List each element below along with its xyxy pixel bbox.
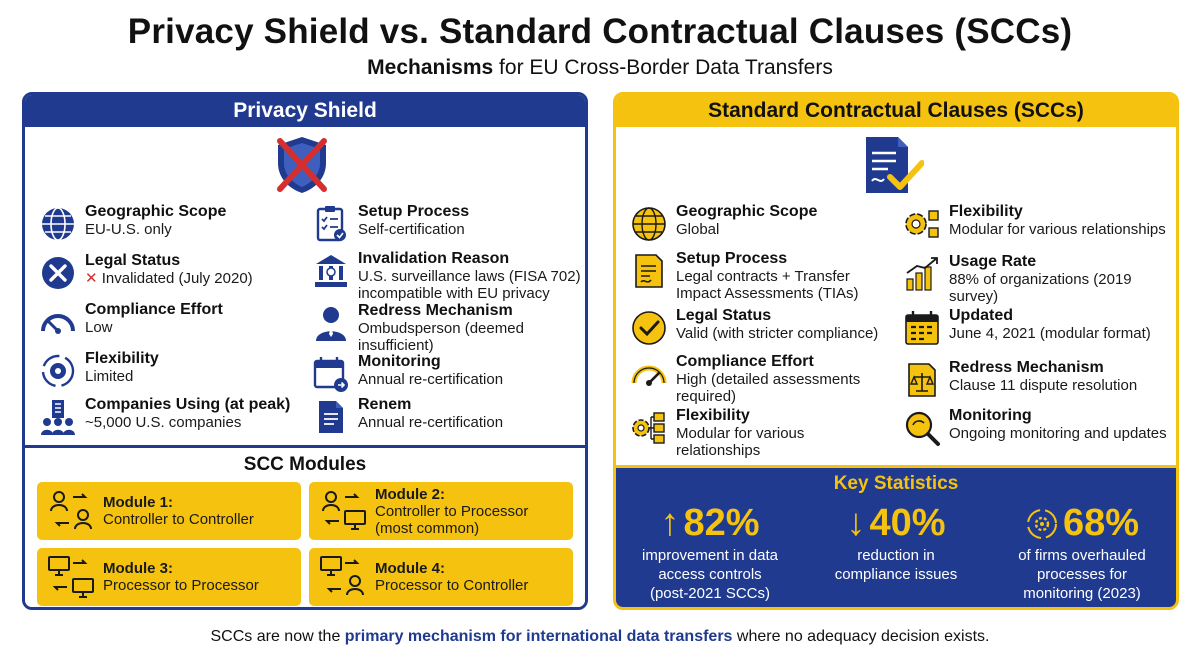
subtitle-rest: for EU Cross-Border Data Transfers — [493, 56, 833, 79]
bar-chart-icon — [903, 255, 941, 293]
module-4-card: Module 4: Processor to Controller — [309, 548, 573, 606]
scc-flexibility-right: Flexibility Modular for various relationships — [903, 203, 1166, 243]
scc-monitoring: Monitoring Ongoing monitoring and updates — [903, 407, 1167, 447]
arrow-down-icon: ↓ — [846, 502, 866, 544]
check-circle-icon — [630, 309, 668, 347]
ps-geographic-scope: Geographic Scope EU-U.S. only — [39, 203, 226, 243]
privacy-shield-title: Privacy Shield — [25, 95, 585, 127]
scc-flexibility-left: Flexibility Modular for various relationships — [630, 407, 804, 459]
calendar-icon — [903, 309, 941, 347]
scc-updated: Updated June 4, 2021 (modular format) — [903, 307, 1151, 347]
gear-blocks-icon — [903, 205, 941, 243]
scc-modules-section — [25, 445, 585, 607]
scc-setup-process: Setup Process Legal contracts + Transfer Impact Assessments (TIAs) — [630, 250, 859, 302]
building-people-icon — [39, 398, 77, 436]
person-icon — [312, 304, 350, 342]
footer-highlight: primary mechanism for international data transfers — [344, 628, 733, 645]
magnifier-icon — [903, 409, 941, 447]
globe-icon — [39, 205, 77, 243]
ps-setup-process: Setup Process Self-certification — [312, 203, 469, 243]
stat-40: ↓ 40% reduction in compliance issues — [834, 502, 958, 583]
shield-crossed-icon — [270, 133, 334, 197]
scc-redress-mechanism: Redress Mechanism Clause 11 dispute resolution — [903, 359, 1137, 399]
computer-to-person-icon — [319, 555, 367, 599]
stat-68: 68% of firms overhauled processes for monitoring (2023) — [1018, 502, 1146, 602]
ps-companies-using: Companies Using (at peak) ~5,000 U.S. companies — [39, 396, 290, 436]
document-icon — [312, 398, 350, 436]
contract-check-icon — [860, 133, 924, 197]
page-subtitle — [0, 56, 1200, 80]
gear-cycle-icon — [39, 352, 77, 390]
footer-note: SCCs are now the primary mechanism for international data transfers where no adequacy decision exists. — [210, 628, 990, 645]
ps-monitoring: Monitoring Annual re-certification — [312, 353, 503, 393]
ps-flexibility: Flexibility Limited — [39, 350, 159, 390]
calendar-icon — [312, 355, 350, 393]
invalidated-mark-icon: ✕ — [85, 270, 98, 287]
key-statistics-title: Key Statistics — [833, 473, 959, 494]
scc-title: Standard Contractual Clauses (SCCs) — [616, 95, 1176, 127]
page-title: Privacy Shield vs. Standard Contractual Clauses (SCCs) — [127, 12, 1073, 51]
person-to-computer-icon — [319, 489, 367, 533]
contract-icon — [630, 252, 668, 290]
gauge-icon — [630, 355, 668, 393]
modular-gear-icon — [630, 409, 668, 447]
globe-icon — [630, 205, 668, 243]
checklist-icon — [312, 205, 350, 243]
scc-compliance-effort: Compliance Effort High (detailed assessments required) — [630, 353, 860, 405]
computer-exchange-icon — [47, 555, 95, 599]
ps-redress-mechanism: Redress Mechanism Ombudsperson (deemed insufficient) — [312, 302, 524, 354]
arrow-up-icon: ↑ — [660, 502, 680, 544]
scc-panel — [613, 92, 1179, 610]
gear-refresh-icon — [1025, 507, 1059, 541]
people-exchange-icon — [47, 489, 95, 533]
stat-82: ↑ 82% improvement in data access controls (post-2021 SCCs) — [642, 502, 778, 602]
module-1-card: Module 1: Controller to Controller — [37, 482, 301, 540]
ps-renem: Renem Annual re-certification — [312, 396, 503, 436]
scales-document-icon — [903, 361, 941, 399]
scc-legal-status: Legal Status Valid (with stricter compliance) — [630, 307, 878, 347]
x-circle-icon — [39, 254, 77, 292]
ps-invalidation-reason: Invalidation Reason U.S. surveillance laws (FISA 702) incompatible with EU privacy — [312, 250, 581, 302]
module-3-card: Module 3: Processor to Processor — [37, 548, 301, 606]
module-2-card: Module 2: Controller to Processor (most common) — [309, 482, 573, 540]
gauge-icon — [39, 303, 77, 341]
scc-geographic-scope: Geographic Scope Global — [630, 203, 817, 243]
ps-legal-status: Legal Status ✕ Invalidated (July 2020) — [39, 252, 253, 292]
ps-compliance-effort: Compliance Effort Low — [39, 301, 223, 341]
scc-usage-rate: Usage Rate 88% of organizations (2019 survey) — [903, 253, 1132, 305]
courthouse-icon — [312, 252, 350, 290]
subtitle-bold: Mechanisms — [367, 56, 494, 79]
scc-modules-title: SCC Modules — [243, 454, 367, 475]
privacy-shield-panel — [22, 92, 588, 610]
key-statistics-section — [616, 465, 1176, 607]
